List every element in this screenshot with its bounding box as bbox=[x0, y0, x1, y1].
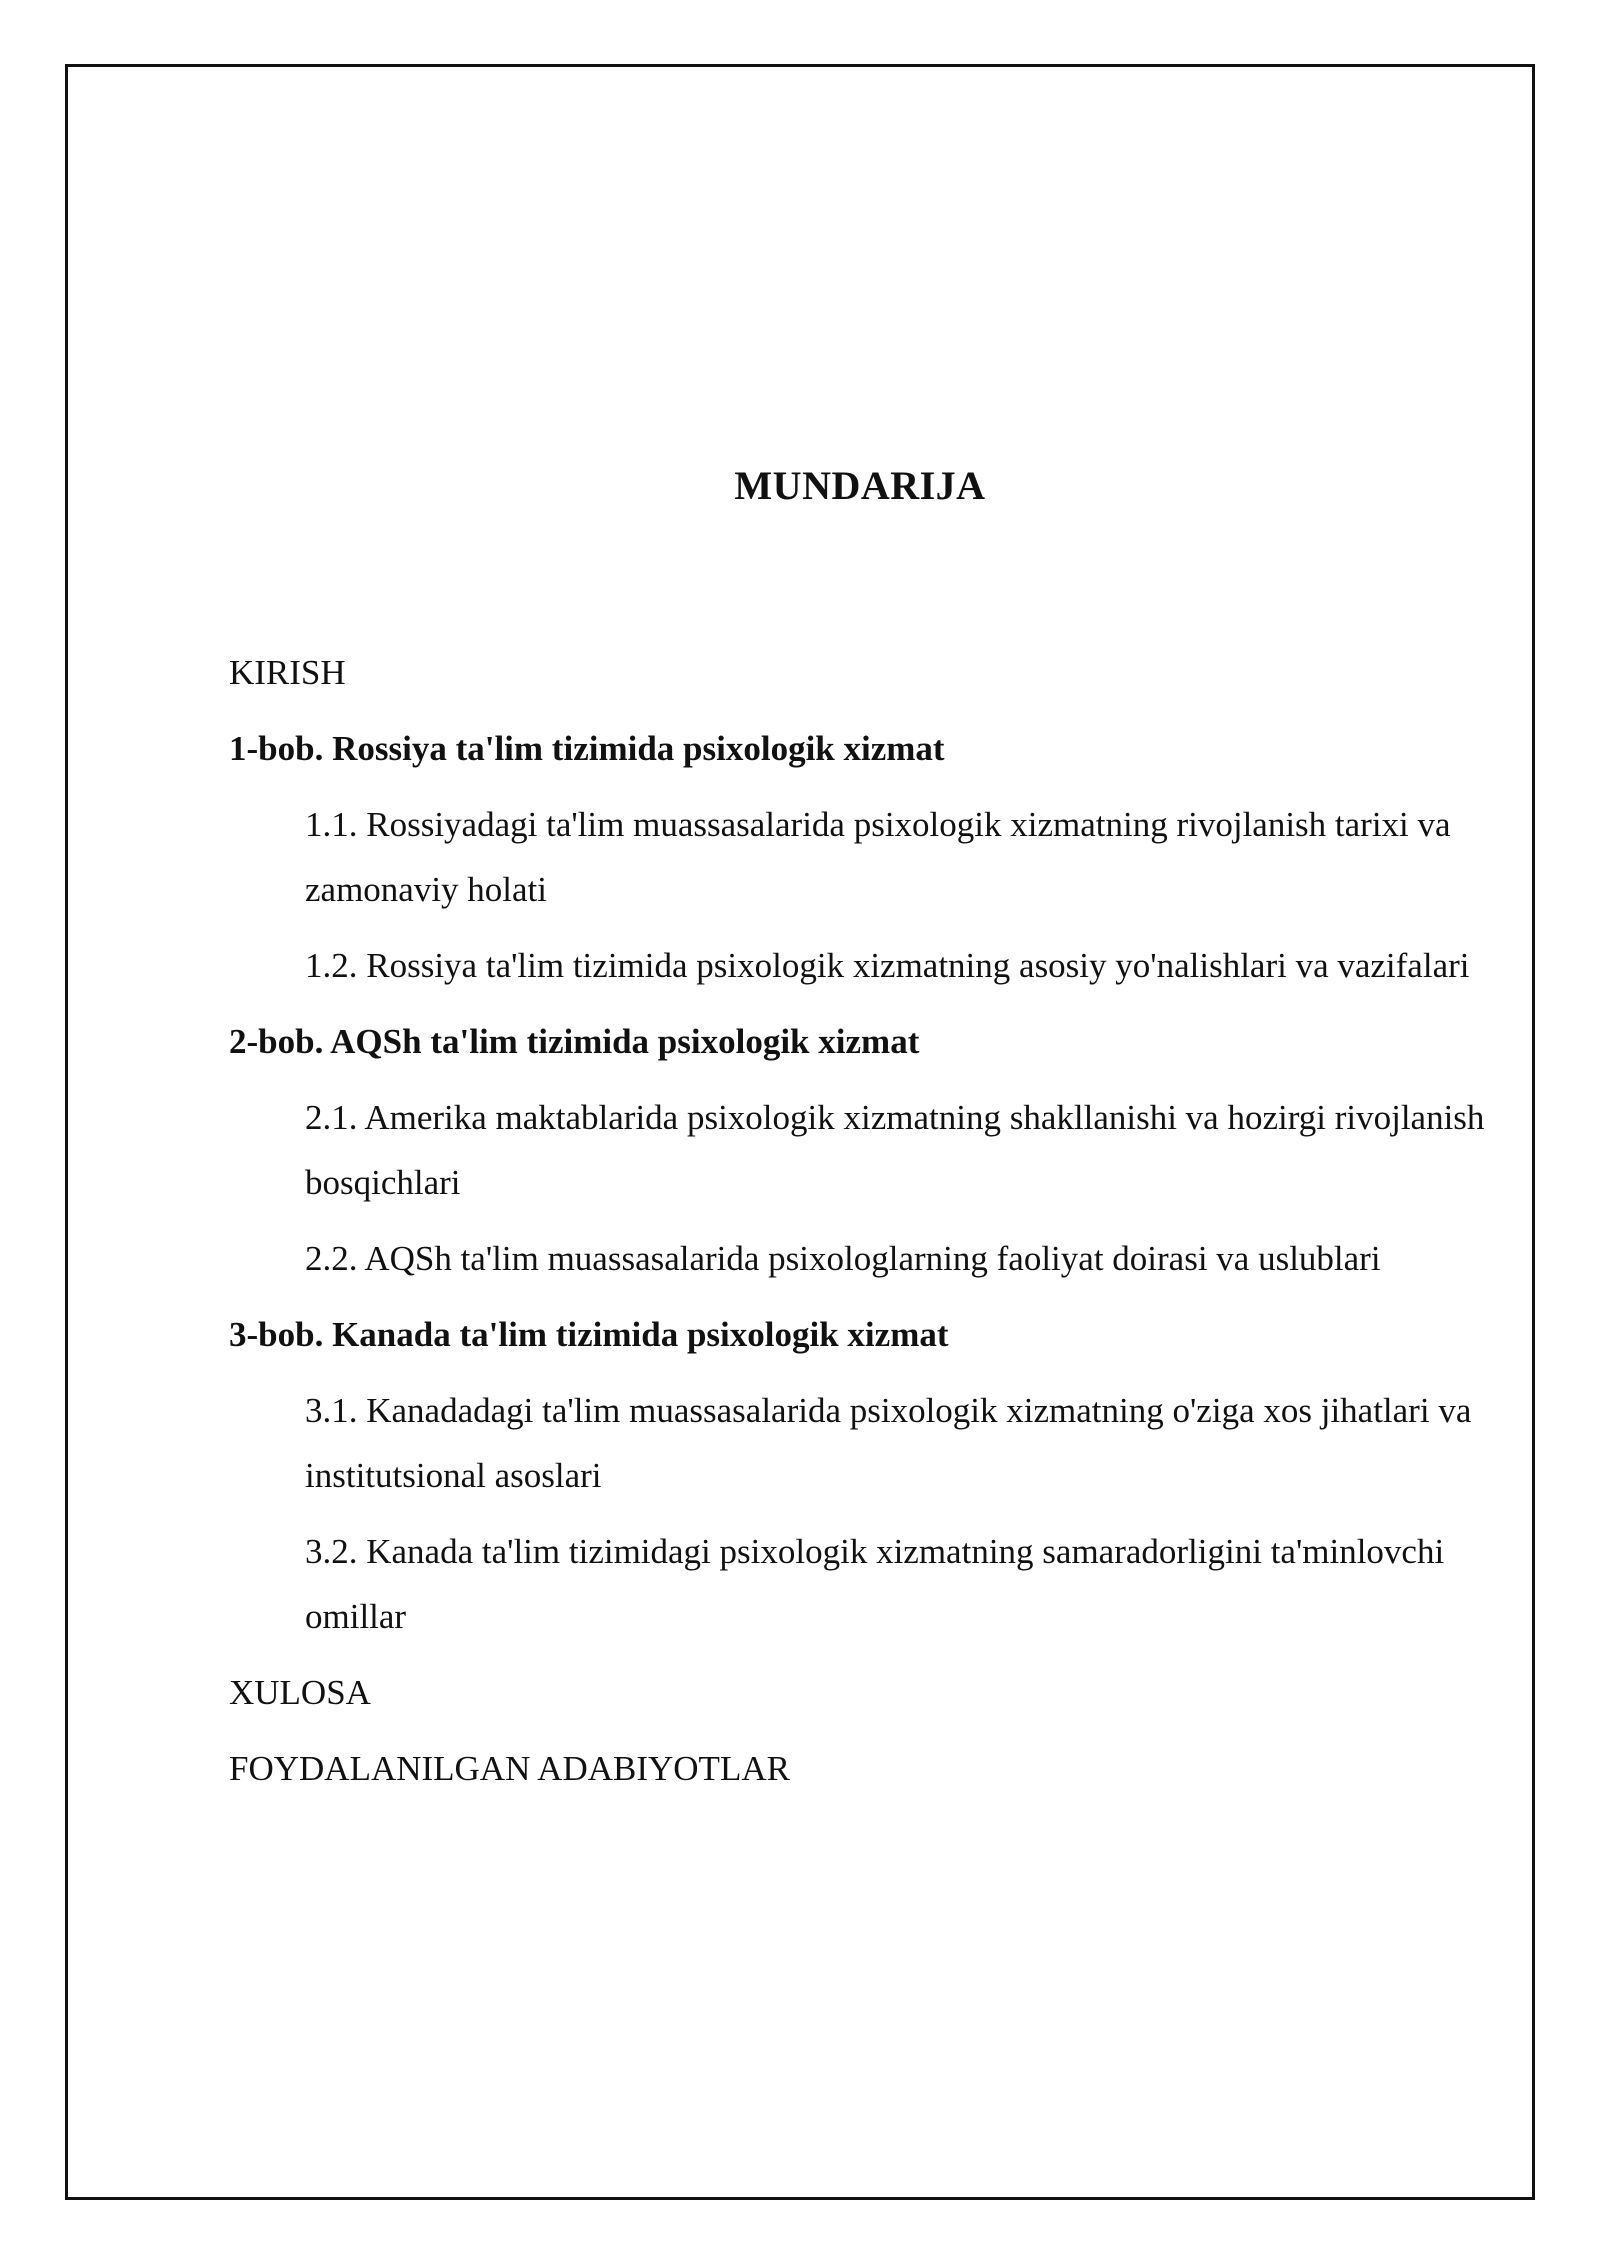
toc-section-2-2: 2.2. AQSh ta'lim muassasalarida psixologlarning faoliyat doirasi va uslublari bbox=[305, 1239, 1381, 1278]
toc-section-1-2: 1.2. Rossiya ta'lim tizimida psixologik xizmatning asosiy yo'nalishlari va vazifalari bbox=[305, 946, 1470, 985]
toc-chapter-1: 1-bob. Rossiya ta'lim tizimida psixologik xizmat bbox=[229, 729, 945, 768]
toc-section-2-1: 2.1. Amerika maktablarida psixologik xizmatning shakllanishi va hozirgi rivojlanish bosqichlari bbox=[305, 1098, 1485, 1202]
toc-entry-intro: KIRISH bbox=[229, 653, 346, 692]
toc-entry-references: FOYDALANILGAN ADABIYOTLAR bbox=[229, 1749, 790, 1788]
table-of-contents bbox=[229, 640, 1519, 1812]
toc-entry-conclusion: XULOSA bbox=[229, 1673, 371, 1712]
page-title: MUNDARIJA bbox=[734, 463, 986, 508]
toc-section-3-2: 3.2. Kanada ta'lim tizimidagi psixologik xizmatning samaradorligini ta'minlovchi omillar bbox=[305, 1532, 1445, 1636]
toc-chapter-3: 3-bob. Kanada ta'lim tizimida psixologik xizmat bbox=[229, 1315, 949, 1354]
toc-section-1-1: 1.1. Rossiyadagi ta'lim muassasalarida psixologik xizmatning rivojlanish tarixi va zamonaviy holati bbox=[305, 805, 1451, 909]
toc-chapter-2: 2-bob. AQSh ta'lim tizimida psixologik xizmat bbox=[229, 1022, 920, 1061]
toc-section-3-1: 3.1. Kanadadagi ta'lim muassasalarida psixologik xizmatning o'ziga xos jihatlari va institutsional asoslari bbox=[305, 1391, 1472, 1495]
